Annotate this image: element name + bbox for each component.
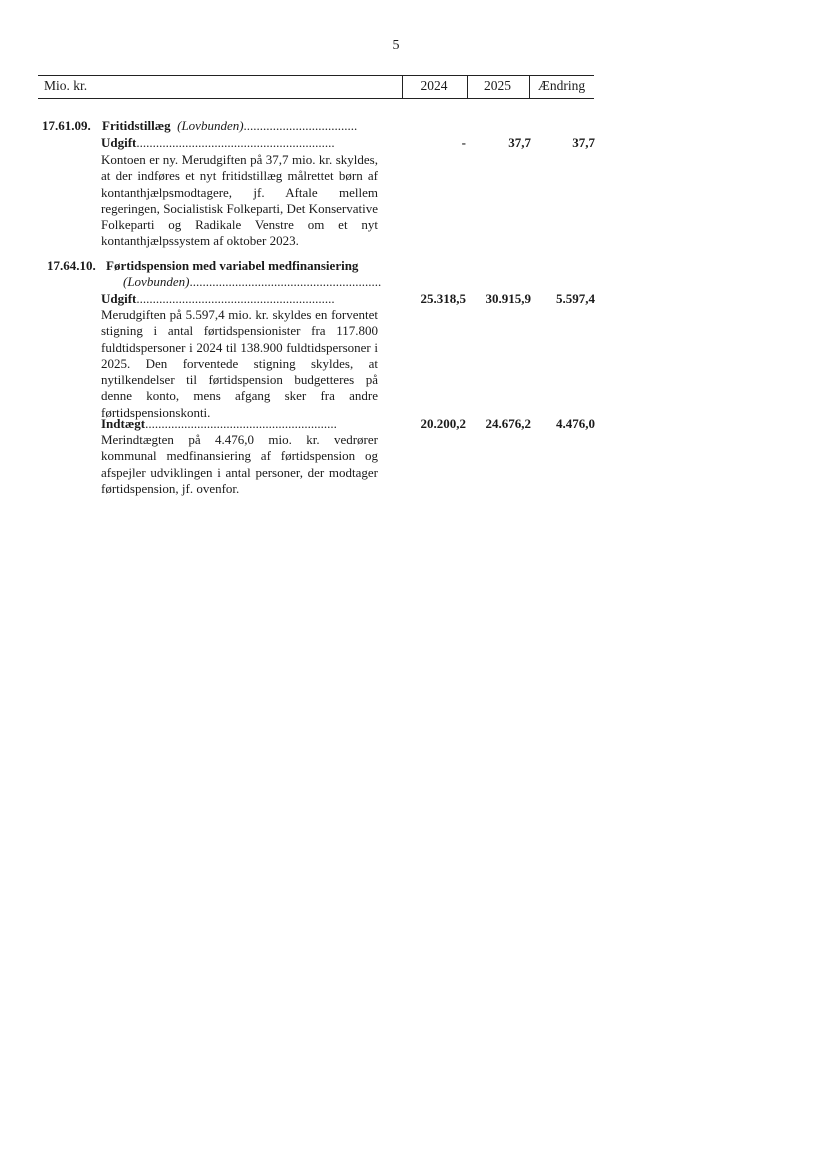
value-change: 37,7	[572, 135, 595, 150]
explanation-text: Merindtægten på 4.476,0 mio. kr. vedrører kommunal medfinansiering af førtidspension og afspejler udviklingen i antal personer, der modtager førtidspension, jf. ovenfor.	[101, 432, 378, 496]
value-2024: 20.200,2	[420, 416, 466, 431]
account-title	[102, 118, 357, 134]
leader-dots: ...........................................................	[145, 416, 337, 431]
value-2024: 25.318,5	[420, 291, 466, 306]
value-2025: 24.676,2	[485, 416, 531, 431]
value-change: 4.476,0	[556, 416, 595, 431]
value-2024: -	[461, 135, 466, 150]
account-name: Førtidspension med variabel medfinansiering	[106, 258, 359, 273]
value-2025: 30.915,9	[485, 291, 531, 306]
leader-dots: .............................................................	[136, 135, 335, 150]
header-rule-top	[38, 75, 594, 76]
line-label-text: Udgift	[101, 291, 137, 306]
column-header-2024: 2024	[420, 78, 448, 93]
account-type: (Lovbunden)	[123, 274, 190, 289]
line-label-text: Indtægt	[101, 416, 146, 431]
explanation-text: Kontoen er ny. Merudgiften på 37,7 mio. kr. skyldes, at der indføres et nyt fritidstillæg målrettet børn af kontanthjælpsmodtagere, jf. Aftale mellem regeringen, Socialistisk Folkeparti, Det Konservative Folkeparti og Radikale Venstre om et nyt kontanthjælpssystem af oktober 2023.	[101, 152, 378, 249]
account-type: (Lovbunden)	[177, 118, 244, 133]
value-change: 5.597,4	[556, 291, 595, 306]
line-label	[101, 291, 335, 307]
unit-label: Mio. kr.	[44, 78, 88, 93]
line-label	[101, 416, 337, 432]
line-label	[101, 135, 335, 151]
column-header-table	[38, 75, 594, 99]
header-rule-bottom	[38, 98, 594, 99]
leader-dots: ...........................................................	[189, 274, 382, 289]
column-header-2025: 2025	[484, 78, 511, 93]
column-header-change: Ændring	[537, 78, 586, 93]
account-number: 17.61.09.	[42, 118, 91, 133]
account-number: 17.64.10.	[47, 258, 96, 273]
leader-dots: ...................................	[243, 118, 358, 133]
account-title	[123, 274, 381, 290]
explanation-text: Merudgiften på 5.597,4 mio. kr. skyldes en forventet stigning i antal førtidspensionister fra 117.800 fuldtidspersoner i 2024 til 138.900 fuldtidspersoner i 2025. Den forventede stigning skyldes, at nytilkendelser til førtidspension budgetteres på denne konto, mens afgang sker fra andre førtidspensionskonti.	[101, 307, 378, 420]
leader-dots: .............................................................	[136, 291, 335, 306]
value-2025: 37,7	[508, 135, 531, 150]
page-number: 5	[392, 38, 400, 53]
line-label-text: Udgift	[101, 135, 137, 150]
account-name: Fritidstillæg	[102, 118, 171, 133]
